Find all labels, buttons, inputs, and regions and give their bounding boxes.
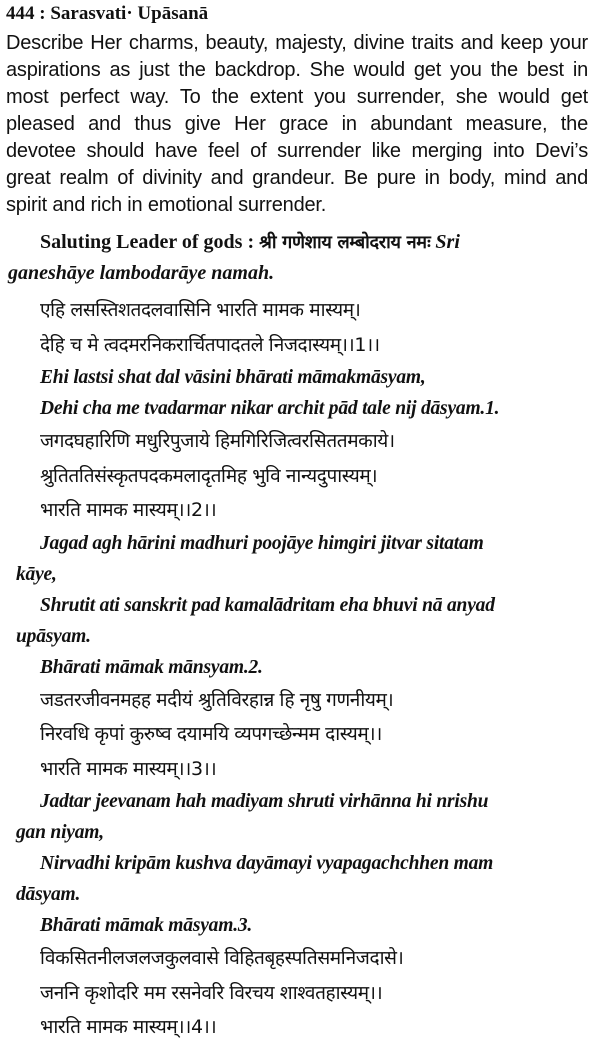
verse-line-transliteration: dāsyam.: [16, 884, 81, 905]
verse-line-transliteration: Bhārati māmak māsyam.3.: [40, 915, 253, 936]
verse-line-devanagari: भारति मामक मास्यम्।।3।।: [40, 757, 217, 780]
running-header: 444 : Sarasvati· Upāsanā: [6, 3, 209, 24]
verse-line-devanagari: देहि च मे त्वदमरनिकरार्चितपादतले निजदास्यम्।।1।।: [40, 333, 380, 356]
body-paragraph: Describe Her charms, beauty, majesty, divine traits and keep your aspirations as just the backdrop. She would get you the best in most perfect way. To the extent you surrender, she would get pleased and thus give Her grace in abundant measure, the devotee should have feel of surrender like merging into Devi’s great realm of divinity and grandeur. Be pure in body, mind and spirit and rich in emotional surrender.: [6, 32, 588, 216]
verse-line-transliteration: Ehi lastsi shat dal vāsini bhārati māmakmāsyam,: [40, 367, 426, 388]
verse-line-transliteration: Nirvadhi kripām kushva dayāmayi vyapagachchhen mam: [40, 853, 494, 874]
verse-line-devanagari: जननि कृशोदरि मम रसनेवरि विरचय शाश्वतहास्यम्।।: [40, 981, 383, 1004]
salutation-devanagari: श्री गणेशाय लम्बोदराय नमः: [259, 232, 431, 253]
verse-line-transliteration: Jagad agh hārini madhuri poojāye himgiri jitvar sitatam: [40, 532, 484, 554]
verse-line-transliteration: Shrutit ati sanskrit pad kamalādritam eha bhuvi nā anyad: [40, 594, 495, 616]
verse-line-devanagari: निरवधि कृपां कुरुष्व दयामयि व्यपगच्छेन्मम दास्यम्।।: [40, 723, 382, 745]
verse-line-transliteration: gan niyam,: [16, 822, 104, 843]
verse-line-devanagari: विकसितनीलजलजकुलवासे विहितबृहस्पतिसमनिजदासे।: [40, 947, 404, 969]
verse-line-devanagari: एहि लसस्तिशतदलवासिनि भारति मामक मास्यम्।: [40, 299, 361, 321]
verse-line-devanagari: भारति मामक मास्यम्।।2।।: [40, 499, 217, 521]
verse-line-devanagari: भारति मामक मास्यम्।।4।।: [40, 1016, 217, 1038]
salutation-translit-a: Sri: [430, 231, 460, 253]
salutation-label: Saluting Leader of gods :: [40, 231, 260, 253]
verse-line-devanagari: श्रुतिततिसंस्कृतपदकमलादृतमिह भुवि नान्यदुपास्यम्।: [40, 464, 378, 487]
verse-line-transliteration: Bhārati māmak mānsyam.2.: [40, 656, 263, 678]
verse-line-devanagari: जगदघहारिणि मधुरिपुजाये हिमगिरिजित्वरसिततमकाये।: [40, 430, 395, 452]
salutation-translit-b: ganeshāye lambodarāye namah.: [8, 262, 275, 284]
verse-line-transliteration: Jadtar jeevanam hah madiyam shruti virhānna hi nrishu: [40, 791, 489, 812]
verse-line-devanagari: जडतरजीवनमहह मदीयं श्रुतिविरहान्न हि नृषु गणनीयम्।: [40, 688, 394, 711]
salutation-line: [8, 227, 588, 289]
verse-line-transliteration: upāsyam.: [16, 625, 91, 647]
verse-line-transliteration: kāye,: [16, 563, 57, 585]
verse-block: [8, 293, 588, 1045]
verse-line-transliteration: Dehi cha me tvadarmar nikar archit pād tale nij dāsyam.1.: [40, 398, 500, 419]
